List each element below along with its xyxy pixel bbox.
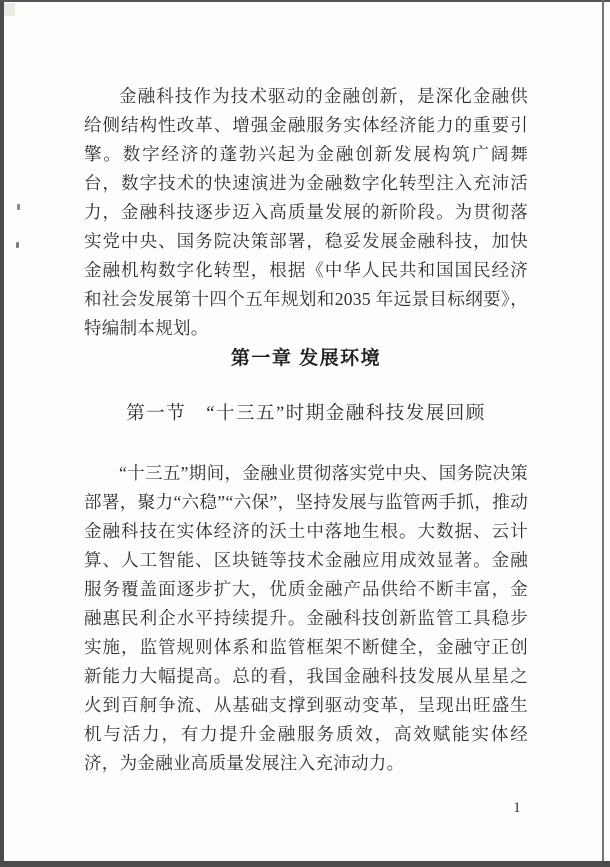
- scan-edge-top: [0, 0, 610, 2]
- page-number: 1: [513, 800, 521, 816]
- intro-paragraph: 金融科技作为技术驱动的金融创新，是深化金融供给侧结构性改革、增强金融服务实体经济能力的重要引擎。数字经济的蓬勃兴起为金融创新发展构筑广阔舞台，数字技术的快速演进为金融数字化转型注入充沛活力，金融科技逐步迈入高质量发展的新阶段。为贯彻落实党中央、国务院决策部署，稳妥发展金融科技，加快金融机构数字化转型，根据《中华人民共和国国民经济和社会发展第十四个五年规划和2035 年远景目标纲要》，特编制本规划。: [84, 86, 528, 338]
- scan-edge-left: [0, 0, 4, 867]
- scan-edge-right: [602, 0, 604, 867]
- review-paragraph: “十三五”期间，金融业贯彻落实党中央、国务院决策部署，聚力“六稳”“六保”，坚持发展与监管两手抓，推动金融科技在实体经济的沃土中落地生根。大数据、云计算、人工智能、区块链等技术金融应用成效显著。金融服务覆盖面逐步扩大，优质金融产品供给不断丰富，金融惠民利企水平持续提升。金融科技创新监管工具稳步实施，监管规则体系和监管框架不断健全，金融守正创新能力大幅提高。总的看，我国金融科技发展从星星之火到百舸争流、从基础支撑到驱动变革，呈现出旺盛生机与活力，有力提升金融服务质效，高效赋能实体经济，为金融业高质量发展注入充沛动力。: [84, 463, 528, 773]
- chapter-heading: 第一章 发展环境: [230, 348, 382, 369]
- scan-edge-bottom: [0, 861, 610, 867]
- section-heading: 第一节 “十三五”时期金融科技发展回顾: [126, 404, 486, 424]
- scan-speck: [16, 242, 19, 248]
- scan-speck: [17, 204, 20, 210]
- scan-corner-notch: [4, 3, 15, 16]
